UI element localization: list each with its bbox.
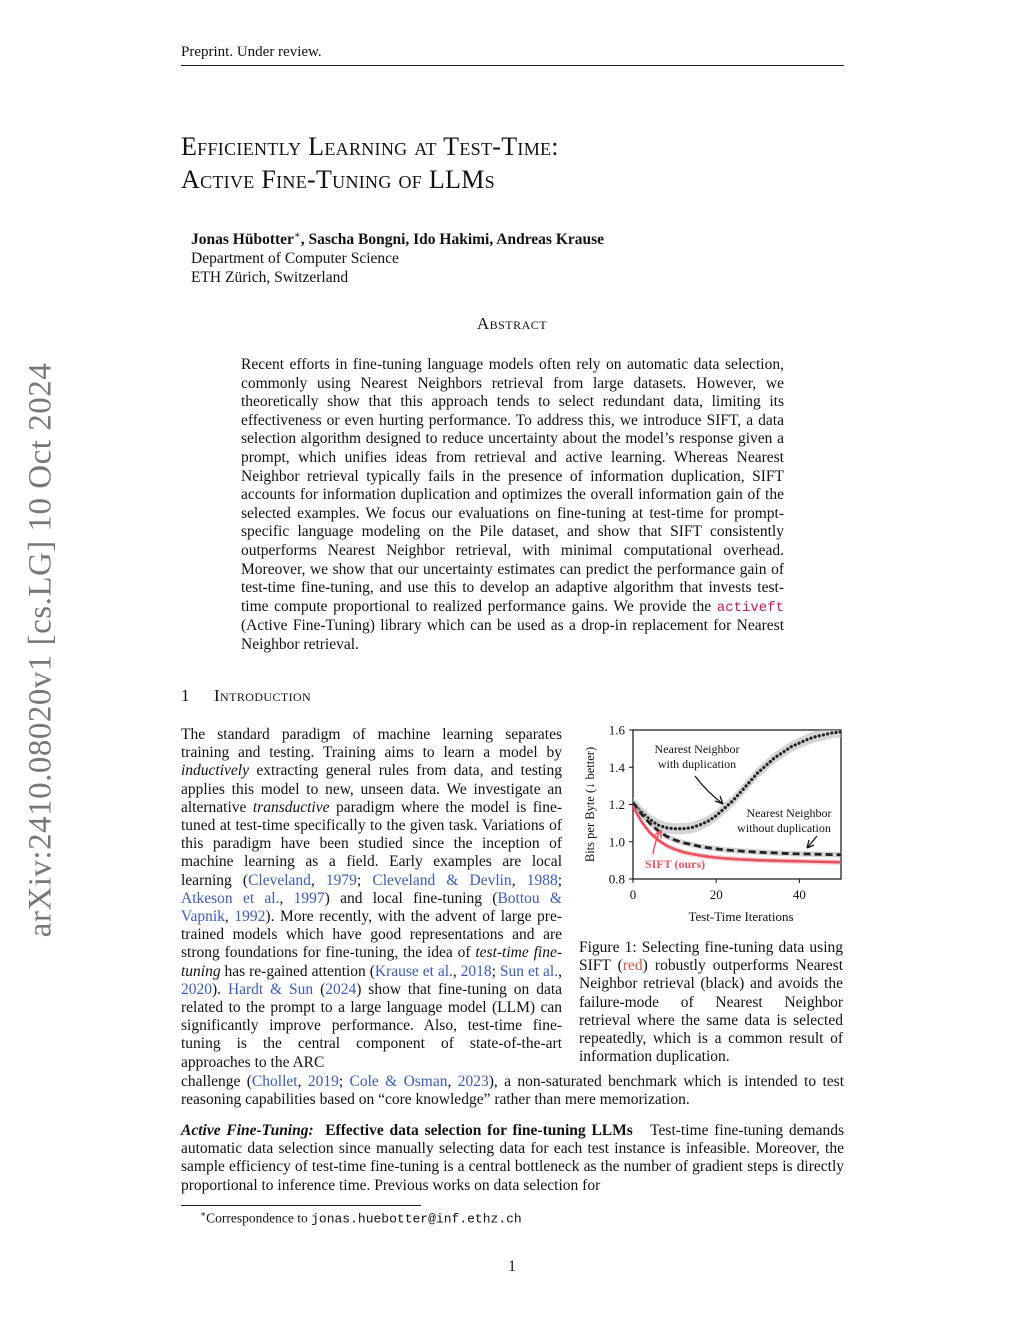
caption-text: ) robustly outperforms Nearest Neighbor retrieval (black) and avoids the failure-mode of Nearest Neighbor retrieval where the same data is selected repeatedly, which is a common result of information duplication. — [579, 957, 843, 1066]
abstract-body: Recent efforts in fine-tuning language models often rely on automatic data selection, commonly using Nearest Neighbors retrieval from large datasets. However, we theoretically show that this approach tends to select redundant data, limiting its effectiveness or even hurting performance. To address this, we introduce SIFT, a data selection algorithm designed to reduce uncertainty about the model’s response given a prompt, which unifies ideas from retrieval and active learning. Whereas Nearest Neighbor retrieval typically fails in the presence of information duplication, SIFT accounts for information duplication and optimizes the overall information gain of the selected examples. We focus our evaluations on fine-tuning at test-time for prompt-specific language modeling on the Pile dataset, and show that SIFT consistently outperforms Nearest Neighbor retrieval, with minimal computational overhead. Moreover, we show that our uncertainty estimates can predict the performance gain of test-time fine-tuning, and use this to develop an adaptive algorithm that invests test-time compute proportional to realized performance gains. We provide the — [241, 356, 784, 615]
y-tick-label: 1.2 — [608, 797, 625, 812]
citation-link[interactable]: Chollet — [251, 1073, 298, 1090]
citation-year-link[interactable]: 1988 — [526, 871, 558, 889]
caption-text: Figure 1: Selecting fine-tuning data using SIFT ( — [579, 939, 843, 975]
annotation-nn-dup-line1: Nearest Neighbor — [654, 742, 740, 756]
footnote-rule — [181, 1205, 421, 1206]
citation-link[interactable]: Atkeson et al. — [181, 889, 280, 907]
author-block — [191, 226, 604, 287]
text-run: , — [297, 1073, 308, 1090]
text-run: ; — [557, 871, 562, 889]
annotation-nn-dup-line2: with duplication — [657, 757, 737, 771]
citation-link[interactable]: Bottou & Vapnik — [181, 889, 562, 926]
text-run: , — [558, 962, 562, 980]
citation-link[interactable]: Cleveland & Devlin — [372, 871, 512, 889]
chart-svg — [575, 722, 845, 928]
annotation-nn-nodup-line2: without duplication — [737, 821, 831, 835]
citation-link[interactable]: Cleveland — [248, 871, 311, 889]
y-tick-label: 1.6 — [608, 722, 625, 738]
text-run: ), a non-saturated benchmark which is intended to test reasoning capabilities based on “core knowledge” rather than mere memorization. — [181, 1073, 844, 1109]
x-tick-label: 0 — [629, 887, 637, 902]
text-run: The standard paradigm of machine learning separates training and testing. Training aims to learn a model by — [181, 726, 562, 762]
text-run: , — [224, 908, 235, 926]
emphasis: transductive — [252, 798, 330, 816]
text-run: ; — [338, 1073, 350, 1090]
footnote-marker: ∗ — [200, 1209, 207, 1219]
caption-red-word: red — [622, 957, 643, 975]
y-tick-label: 0.8 — [608, 871, 625, 887]
intro-paragraph-2 — [181, 1122, 844, 1195]
text-run: challenge ( — [181, 1073, 252, 1090]
x-tick-label: 20 — [709, 887, 723, 902]
text-run: , — [447, 1073, 458, 1090]
text-run: , — [511, 871, 527, 889]
y-tick-label: 1.0 — [608, 834, 625, 850]
department: Department of Computer Science — [191, 250, 399, 268]
citation-year-link[interactable]: 1997 — [293, 889, 325, 907]
intro-paragraph-1-continued — [181, 1073, 844, 1109]
annotation-nn-nodup-line1: Nearest Neighbor — [746, 806, 832, 820]
citation-link[interactable]: Cole & Osman — [349, 1073, 448, 1090]
figure-1-caption — [579, 939, 843, 1066]
citation-year-link[interactable]: 1992 — [234, 908, 266, 926]
text-run: extracting general rules from data, and testing applies this model to new, unseen data. We investigate an alternative — [181, 762, 562, 816]
section-title: Introduction — [214, 686, 312, 705]
correspondence-marker: ∗ — [293, 230, 301, 241]
correspondence-email[interactable]: jonas.huebotter@inf.ethz.ch — [311, 1211, 522, 1227]
text-run: ; — [356, 871, 373, 889]
footnote-text: Correspondence to — [206, 1210, 312, 1226]
annotation-arrow-nn-dup — [695, 776, 723, 804]
annotation-sift: SIFT (ours) — [645, 857, 706, 871]
paragraph-heading-bold: Effective data selection for fine-tuning LLMs — [325, 1122, 633, 1139]
intro-paragraph-1 — [181, 726, 562, 1072]
citation-year-link[interactable]: 1979 — [325, 871, 357, 889]
x-axis-label: Test-Time Iterations — [688, 909, 794, 924]
citation-year-link[interactable]: 2020 — [181, 980, 212, 998]
text-run: ). More recently, with the advent of large pre-trained models which have good representations and are strong foundations for fine-tuning, the idea of — [181, 908, 563, 962]
title-line-1: Efficiently Learning at Test-Time: — [181, 132, 559, 161]
affiliation: ETH Zürich, Switzerland — [191, 269, 349, 287]
abstract-heading: Abstract — [476, 314, 548, 333]
citation-year-link[interactable]: 2019 — [307, 1073, 339, 1090]
y-tick-label: 1.4 — [608, 759, 625, 775]
x-tick-label: 40 — [792, 887, 806, 902]
text-run: ) and local fine-tuning ( — [324, 889, 498, 907]
y-axis-label: Bits per Byte (↓ better) — [583, 746, 597, 863]
activeft-link[interactable]: activeft — [716, 599, 784, 616]
text-run: ; — [491, 962, 500, 980]
text-run: Test-time fine-tuning demands automatic data selection since manually selecting data for each test instance is infeasible. Moreover, the sample efficiency of test-time fine-tuning is a central bottleneck as the number of gradient steps is directly proportional to inference time. Previous works on data selection for — [181, 1122, 844, 1194]
header-rule — [181, 65, 844, 66]
paragraph-heading-italic: Active Fine-Tuning: — [181, 1122, 314, 1139]
arxiv-stamp-container — [10, 360, 72, 940]
text-run: , — [310, 871, 326, 889]
emphasis: test-time fine-tuning — [181, 944, 563, 980]
footnote — [200, 1209, 522, 1227]
text-run: , — [452, 962, 461, 980]
running-header: Preprint. Under review. — [181, 44, 322, 60]
figure-1-chart — [575, 722, 845, 928]
citation-link[interactable]: Krause et al. — [374, 962, 453, 980]
arxiv-stamp[interactable]: arXiv:2410.08020v1 [cs.LG] 10 Oct 2024 — [22, 362, 59, 938]
text-run: ( — [313, 980, 326, 998]
text-run: paradigm where the model is fine-tuned at test-time specifically to the given task. Variations of this paradigm have been studied since the inception of machine learning as a field. Early examples are local learning ( — [181, 798, 562, 889]
abstract-body-end: (Active Fine-Tuning) library which can be used as a drop-in replacement for Nearest Neighbor retrieval. — [241, 617, 784, 653]
text-run: , — [279, 889, 294, 907]
citation-year-link[interactable]: 2024 — [325, 980, 357, 998]
section-heading — [181, 686, 311, 706]
author-list — [191, 226, 604, 249]
citation-link[interactable]: Sun et al. — [499, 962, 559, 980]
citation-year-link[interactable]: 2023 — [457, 1073, 489, 1090]
title-line-2: Active Fine-Tuning of LLMs — [181, 165, 495, 194]
first-author: Jonas Hübotter — [191, 231, 294, 249]
paper-title — [181, 130, 844, 196]
citation-link[interactable]: Hardt & Sun — [227, 980, 314, 998]
text-run: has re-gained attention ( — [220, 962, 375, 980]
section-number: 1 — [181, 686, 190, 705]
emphasis: inductively — [181, 762, 249, 780]
text-run: ) show that fine-tuning on data related to the prompt to a large language model (LLM) can significantly improve performance. Also, test-time fine-tuning is the central component of state-of-the-art approaches to the ARC — [181, 980, 563, 1071]
abstract-text — [241, 356, 784, 655]
text-run: ). — [212, 980, 228, 998]
page-number: 1 — [508, 1258, 516, 1275]
citation-year-link[interactable]: 2018 — [460, 962, 492, 980]
other-authors: , Sascha Bongni, Ido Hakimi, Andreas Krause — [300, 231, 605, 249]
